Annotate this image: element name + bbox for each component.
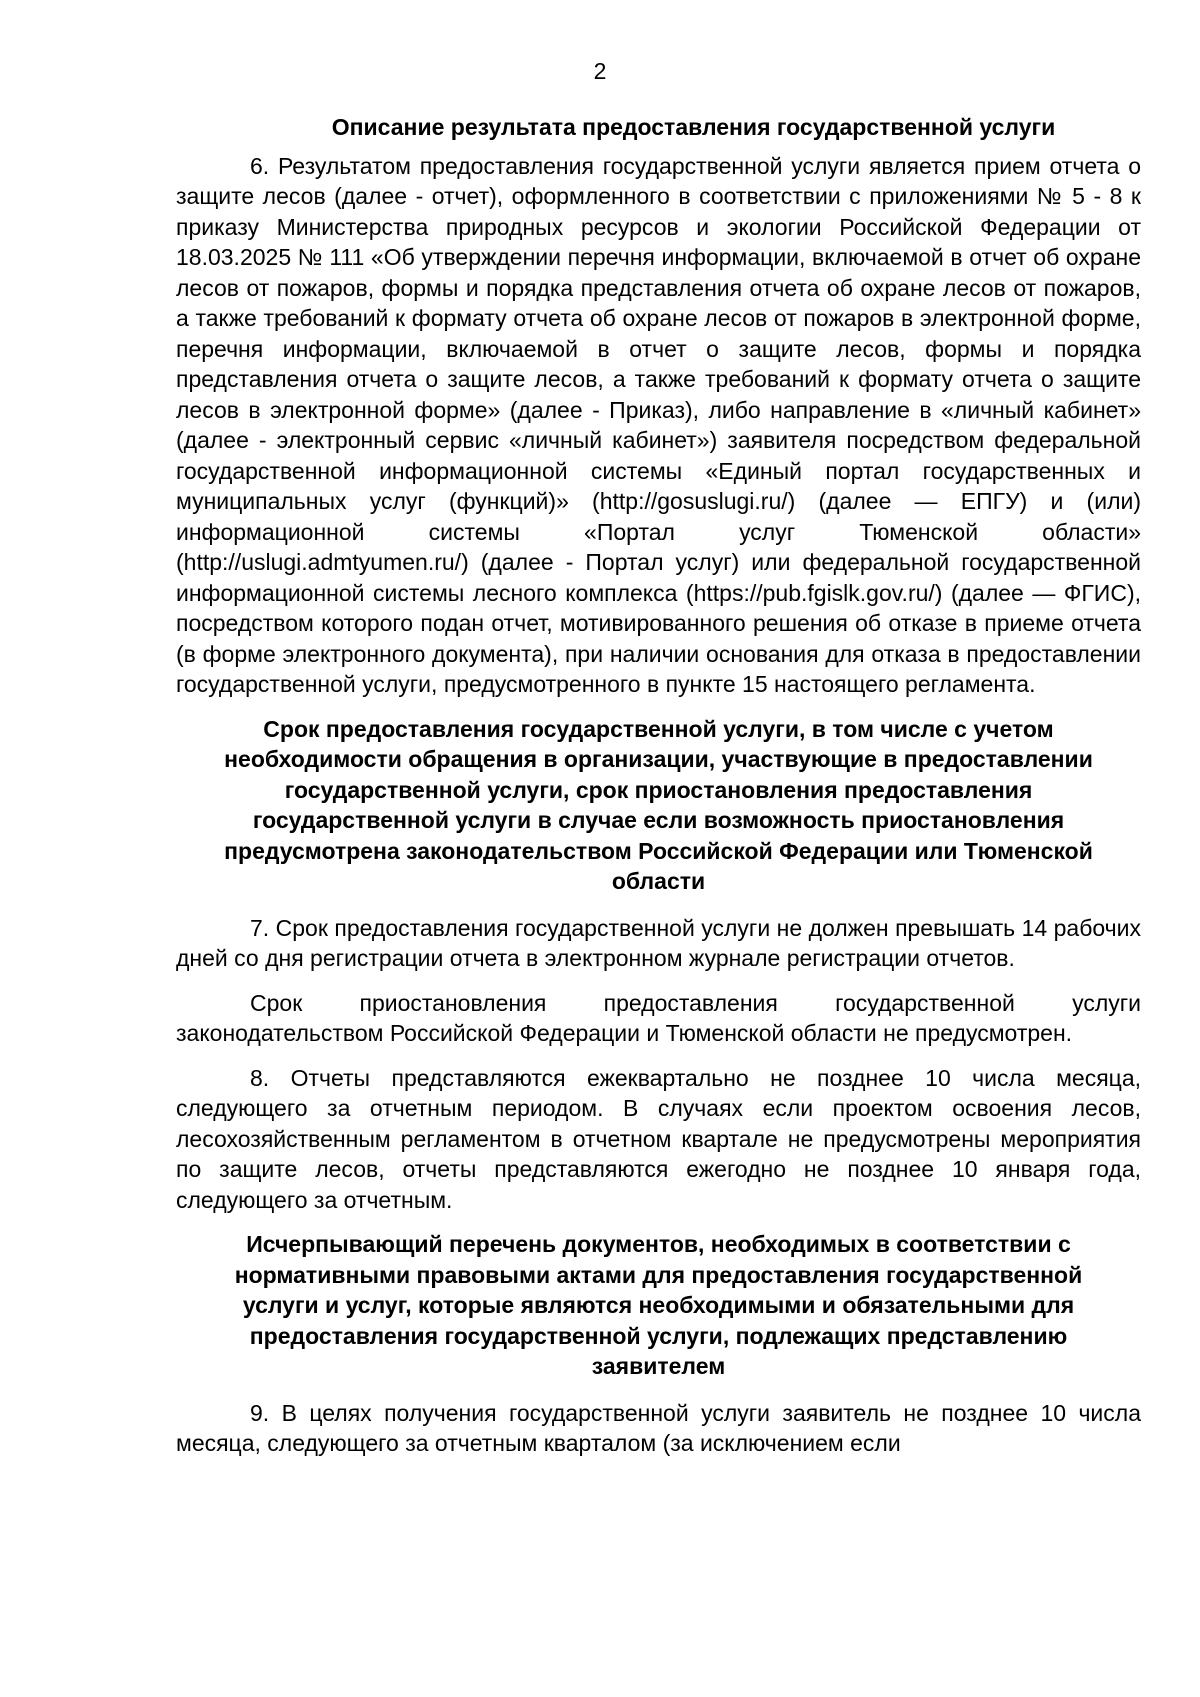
paragraph-8: 8. Отчеты представляются ежеквартально не позднее 10 числа месяца, следующего за отчетным периодом. В случаях если проектом освоения лесов, лесохозяйственным регламентом в отчетном квартале не предусмотрены мероприятия по защите лесов, отчеты представляются ежегодно не позднее 10 января года, следующего за отчетным. [176, 1064, 1141, 1213]
section-heading-term: Срок предоставления государственной услуги, в том числе с учетом необходимости обращения в организации, участвующие в предоставлении государственной услуги, срок приостановления предоставления государственной услуги в случае если возможность приостановления предусмотрена законодательством Российской Федерации или Тюменской области [224, 715, 1093, 894]
document-body [176, 112, 1141, 1459]
section-heading-documents: Исчерпывающий перечень документов, необходимых в соответствии с нормативными правовыми актами для предоставления государственной услуги и услуг, которые являются необходимыми и обязательными для предоставления государственной услуги, подлежащих представлению заявителем [234, 1231, 1083, 1379]
page-number: 2 [593, 58, 607, 84]
paragraph-7: 7. Срок предоставления государственной услуги не должен превышать 14 рабочих дней со дня регистрации отчета в электронном журнале регистрации отчетов. [176, 914, 1141, 971]
section-heading-result: Описание результата предоставления государственной услуги [331, 114, 1056, 140]
paragraph-6: 6. Результатом предоставления государственной услуги является прием отчета о защите лесов (далее - отчет), оформленного в соответствии с приложениями № 5 - 8 к приказу Министерства природных ресурсов и экологии Российской Федерации от 18.03.2025 № 111 «Об утверждении перечня информации, включаемой в отчет об охране лесов от пожаров, формы и порядка представления отчета об охране лесов от пожаров, а также требований к формату отчета об охране лесов от пожаров в электронной форме, перечня информации, включаемой в отчет о защите лесов, формы и порядка представления отчета о защите лесов, а также требований к формату отчета о защите лесов в электронной форме» (далее - Приказ), либо направление в «личный кабинет» (далее - электронный сервис «личный кабинет») заявителя посредством федеральной государственной информационной системы «Единый портал государственных и муниципальных услуг (функций)» (http://gosuslugi.ru/) (далее — ЕПГУ) и (или) информационной системы «Портал услуг Тюменской области» (http://uslugi.admtyumen.ru/) (далее - Портал услуг) или федеральной государственной информационной системы лесного комплекса (https://pub.fgislk.gov.ru/) (далее — ФГИС), посредством которого подан отчет, мотивированного решения об отказе в приеме отчета (в форме электронного документа), при наличии основания для отказа в предоставлении государственной услуги, предусмотренного в пункте 15 настоящего регламента. [176, 152, 1141, 697]
paragraph-9: 9. В целях получения государственной услуги заявитель не позднее 10 числа месяца, следующего за отчетным кварталом (за исключением если [176, 1399, 1141, 1456]
paragraph-7-suspension: Срок приостановления предоставления государственной услуги законодательством Российской Федерации и Тюменской области не предусмотрен. [176, 989, 1141, 1046]
